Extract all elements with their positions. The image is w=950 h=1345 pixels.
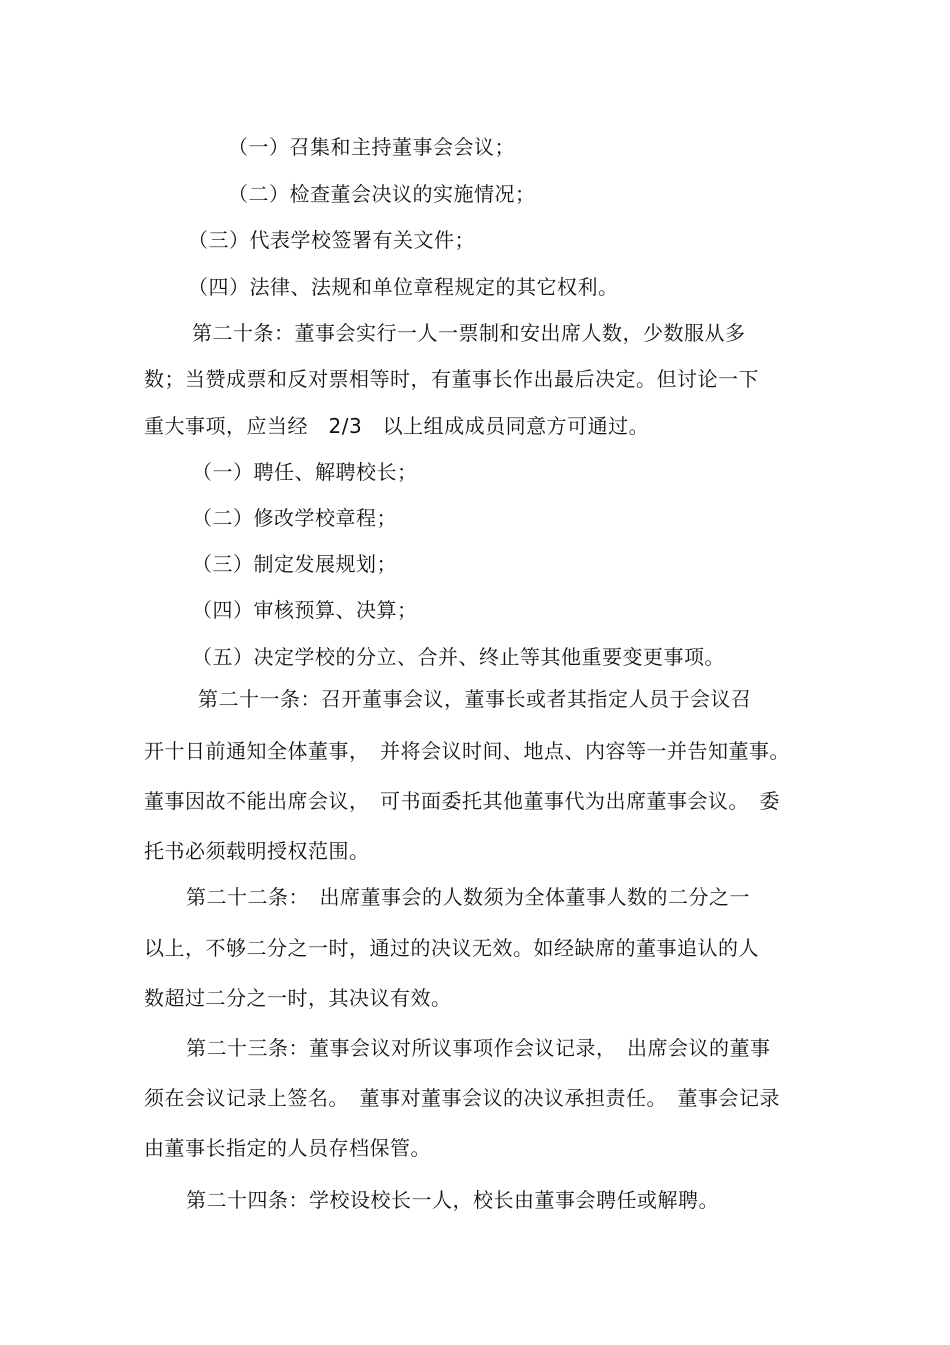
text-line-6: 数；当赞成票和反对票相等时，有董事长作出最后决定。但讨论一下: [144, 367, 759, 391]
text-line-18: 以上，不够二分之一时，通过的决议无效。如经缺席的董事追认的人: [144, 936, 759, 960]
text-line-22: 由董事长指定的人员存档保管。: [144, 1136, 431, 1160]
text-line-7: 重大事项，应当经 2/3 以上组成成员同意方可通过。: [144, 414, 650, 438]
text-line-17: 第二十二条： 出席董事会的人数须为全体董事人数的二分之一: [186, 885, 750, 909]
text-line-16: 托书必须载明授权范围。: [144, 839, 370, 863]
text-line-1: （一）召集和主持董事会会议；: [228, 135, 515, 159]
text-line-13: 第二十一条：召开董事会议，董事长或者其指定人员于会议召: [198, 687, 752, 711]
text-line-15: 董事因故不能出席会议， 可书面委托其他董事代为出席董事会议。 委: [144, 789, 780, 813]
text-line-10: （三）制定发展规划；: [192, 552, 397, 576]
text-line-8: （一）聘任、解聘校长；: [192, 460, 418, 484]
text-line-20: 第二十三条：董事会议对所议事项作会议记录， 出席会议的董事: [186, 1036, 771, 1060]
text-line-14: 开十日前通知全体董事， 并将会议时间、地点、内容等一并告知董事。: [144, 739, 790, 763]
text-line-19: 数超过二分之一时，其决议有效。: [144, 986, 452, 1010]
text-line-4: （四）法律、法规和单位章程规定的其它权利。: [188, 275, 619, 299]
text-line-21: 须在会议记录上签名。 董事对董事会议的决议承担责任。 董事会记录: [144, 1086, 780, 1110]
text-line-9: （二）修改学校章程；: [192, 506, 397, 530]
text-line-2: （二）检查董会决议的实施情况；: [228, 182, 536, 206]
text-line-12: （五）决定学校的分立、合并、终止等其他重要变更事项。: [192, 645, 725, 669]
text-line-11: （四）审核预算、决算；: [192, 598, 418, 622]
text-line-3: （三）代表学校签署有关文件；: [188, 228, 475, 252]
text-line-23: 第二十四条：学校设校长一人，校长由董事会聘任或解聘。: [186, 1188, 719, 1212]
text-line-5: 第二十条：董事会实行一人一票制和安出席人数，少数服从多: [192, 321, 746, 345]
